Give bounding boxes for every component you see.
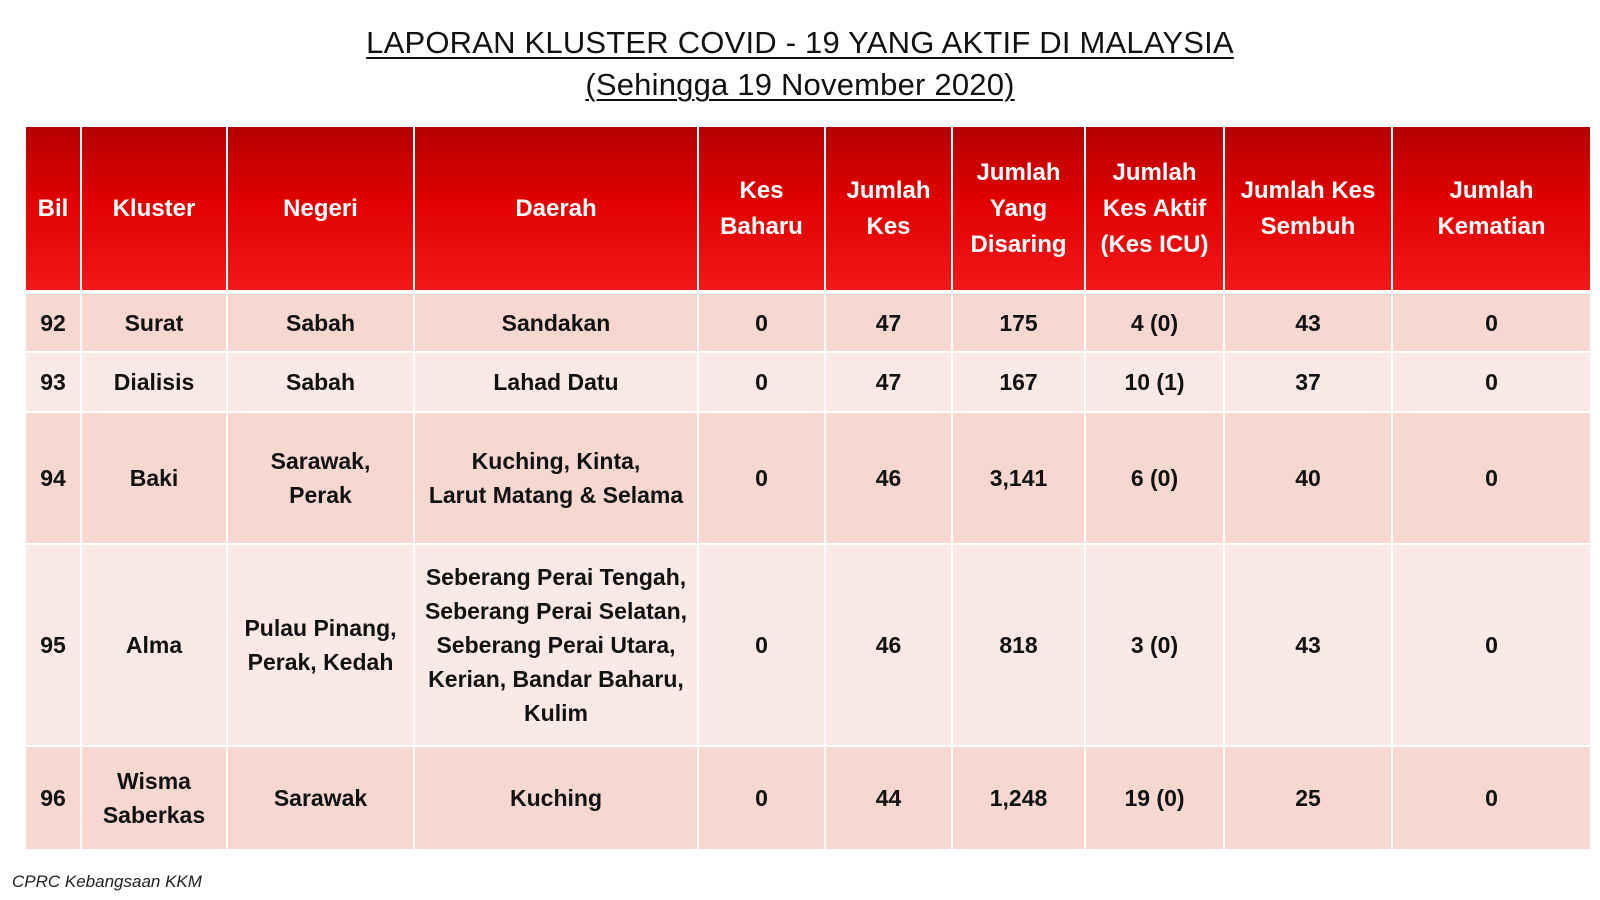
table-row [25,746,1591,850]
header-jumlah-disaring: Jumlah Yang Disaring [952,126,1085,292]
cell-jumlah-kes: 47 [825,352,952,412]
cell-kes-baharu: 0 [698,412,825,544]
table-row [25,292,1591,352]
header-jumlah-kes: Jumlah Kes [825,126,952,292]
cell-kluster: Alma [81,544,227,746]
cell-kes-sembuh: 43 [1224,292,1392,352]
cell-kluster: Baki [81,412,227,544]
cell-kematian: 0 [1392,352,1591,412]
table-row [25,352,1591,412]
cell-kes-aktif: 6 (0) [1085,412,1224,544]
table-row [25,412,1591,544]
header-kes-sembuh: Jumlah Kes Sembuh [1224,126,1392,292]
header-kes-baharu: Kes Baharu [698,126,825,292]
header-kes-aktif: Jumlah Kes Aktif (Kes ICU) [1085,126,1224,292]
cell-kes-baharu: 0 [698,746,825,850]
header-bil: Bil [25,126,81,292]
cell-jumlah-disaring: 3,141 [952,412,1085,544]
cell-daerah: Lahad Datu [414,352,698,412]
cell-negeri: Pulau Pinang, Perak, Kedah [227,544,414,746]
report-title [0,22,1600,106]
cell-jumlah-kes: 46 [825,412,952,544]
cell-kes-sembuh: 40 [1224,412,1392,544]
cell-jumlah-kes: 46 [825,544,952,746]
table-row [25,544,1591,746]
cell-bil: 92 [25,292,81,352]
report-title-main: LAPORAN KLUSTER COVID - 19 YANG AKTIF DI MALAYSIA [366,25,1234,60]
cell-kes-aktif: 4 (0) [1085,292,1224,352]
header-kematian: Jumlah Kematian [1392,126,1591,292]
cell-jumlah-disaring: 175 [952,292,1085,352]
cell-kes-aktif: 10 (1) [1085,352,1224,412]
cell-bil: 94 [25,412,81,544]
cell-jumlah-disaring: 818 [952,544,1085,746]
header-kluster: Kluster [81,126,227,292]
cell-kes-sembuh: 25 [1224,746,1392,850]
header-daerah: Daerah [414,126,698,292]
cell-jumlah-kes: 47 [825,292,952,352]
table-header-row [25,126,1591,292]
cell-kes-sembuh: 43 [1224,544,1392,746]
cell-kes-aktif: 3 (0) [1085,544,1224,746]
cell-kematian: 0 [1392,292,1591,352]
cell-negeri: Sabah [227,292,414,352]
cell-daerah: Sandakan [414,292,698,352]
cell-kes-aktif: 19 (0) [1085,746,1224,850]
cell-jumlah-disaring: 167 [952,352,1085,412]
cell-bil: 93 [25,352,81,412]
cell-kluster: Dialisis [81,352,227,412]
cell-kluster: Wisma Saberkas [81,746,227,850]
cluster-table-container [24,125,1590,851]
header-negeri: Negeri [227,126,414,292]
cluster-table [24,125,1592,851]
cell-kematian: 0 [1392,746,1591,850]
cell-daerah: Seberang Perai Tengah, Seberang Perai Selatan, Seberang Perai Utara, Kerian, Bandar Baharu, Kulim [414,544,698,746]
cell-kematian: 0 [1392,412,1591,544]
cell-bil: 96 [25,746,81,850]
cell-jumlah-kes: 44 [825,746,952,850]
report-title-date: (Sehingga 19 November 2020) [585,67,1015,102]
cell-kes-baharu: 0 [698,544,825,746]
cell-negeri: Sarawak [227,746,414,850]
cell-kes-baharu: 0 [698,292,825,352]
cell-kluster: Surat [81,292,227,352]
cell-daerah: Kuching, Kinta, Larut Matang & Selama [414,412,698,544]
cell-kes-sembuh: 37 [1224,352,1392,412]
cell-negeri: Sabah [227,352,414,412]
cell-kes-baharu: 0 [698,352,825,412]
cell-daerah: Kuching [414,746,698,850]
cell-kematian: 0 [1392,544,1591,746]
cell-negeri: Sarawak, Perak [227,412,414,544]
source-footer: CPRC Kebangsaan KKM [12,872,202,891]
cell-jumlah-disaring: 1,248 [952,746,1085,850]
cell-bil: 95 [25,544,81,746]
